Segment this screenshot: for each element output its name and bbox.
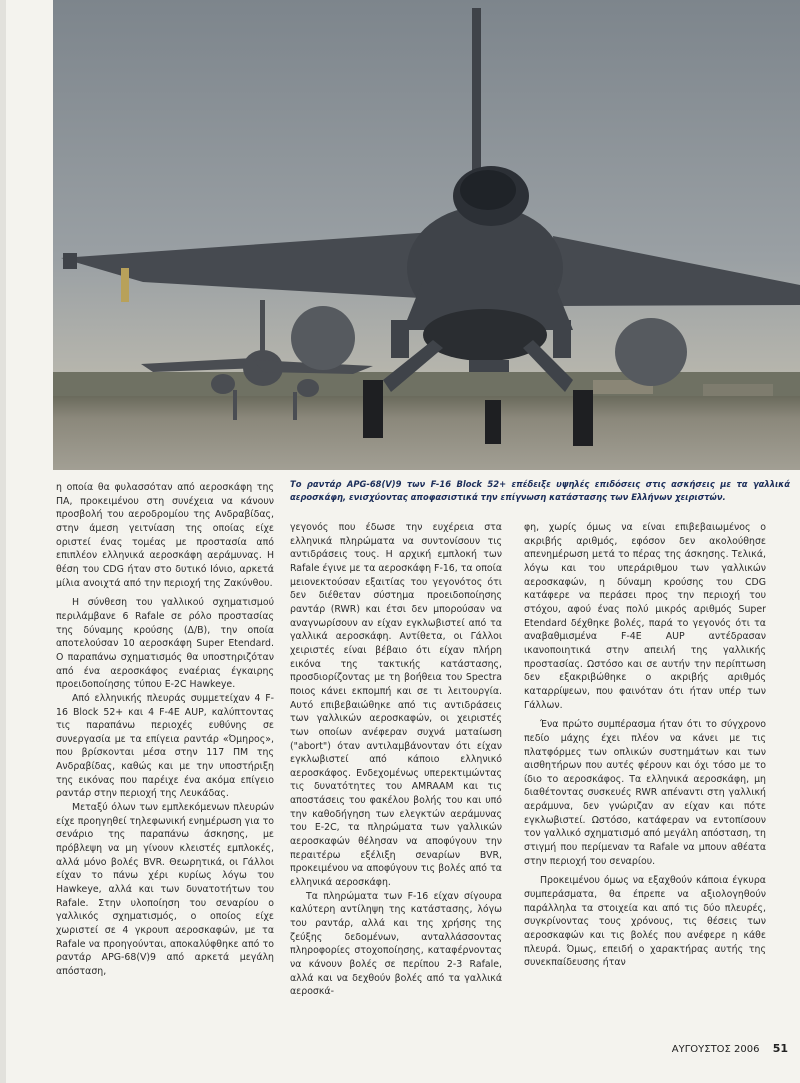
text-column-2 bbox=[290, 521, 502, 999]
paragraph: Από ελληνικής πλευράς συμμετείχαν 4 F-16 Block 52+ και 4 F-4E AUP, καλύπτοντας τις παραπάνω περιοχές ευθύνης σε συνεργασία με τα επίγεια ραντάρ «Όμηρος», που βρίσκονται μέσα στην 117 ΠΜ της Ανδραβίδας, καθώς και με την υποστήριξη της εικόνας που παρέιχε ένα ακόμα επίγειο ραντάρ στην περιοχή της Λευκάδας. bbox=[56, 692, 274, 800]
photo-caption: Το ραντάρ APG-68(V)9 των F-16 Block 52+ επέδειξε υψηλές επιδόσεις στις ασκήσεις με τα γαλλικά αεροσκάφη, ενισχύοντας αποφασιστικά την επίγνωση κατάστασης των Ελλήνων χειριστών. bbox=[290, 479, 790, 502]
paragraph: η οποία θα φυλασσόταν από αεροσκάφη της ΠΑ, προκειμένου στη συνέχεια να κάνουν προσβολή του αεροδρομίου της Ανδραβίδας, στην άμεση γειτνίαση της οποίας είχε οριστεί ένας τομέας με προστασία από επιπλέον ελληνικά αεροσκάφη αεράμυνας. Η θέση του CDG ήταν στο δυτικό Ιόνιο, αρκετά μίλια ανοιχτά από την περιοχή της Ζακύνθου. bbox=[56, 482, 274, 589]
page-footer bbox=[618, 1042, 788, 1055]
paragraph: Η σύνθεση του γαλλικού σχηματισμού περιλάμβανε 6 Rafale σε ρόλο προστασίας της δύναμης κρούσης (Δ/Β), την οποία αποτελούσαν 10 αεροσκάφη Super Etendard. Ο παραπάνω σχηματισμός θα υποστηριζόταν από ένα αεροσκάφος εναέριας έγκαιρης προειδοποίησης τύπου E-2C Hawkeye. bbox=[56, 597, 274, 691]
paragraph: Προκειμένου όμως να εξαχθούν κάποια έγκυρα συμπεράσματα, θα έπρεπε να αξιολογηθούν παράλληλα τα στοιχεία και από τις δύο πλευρές, συγκρίνοντας τους χρόνους, τις θέσεις των αεροσκαφών και τις βολές που ανέφερε η κάθε πλευρά. Όμως, επειδή ο χαρακτήρας αυτής της συνεκπαίδευσης ήταν bbox=[524, 875, 766, 969]
paragraph: Τα πληρώματα των F-16 είχαν σίγουρα καλύτερη αντίληψη της κατάστασης, λόγω του ραντάρ, αλλά και της χρήσης της ζεύξης δεδομένων, ανταλλάσσοντας πληροφορίες στοχοποίησης, καταφέρνοντας να κάνουν βολές σε περίπου 2-3 Rafale, αλλά και να δεχθούν βολές από τα γαλλικά αεροσκά- bbox=[290, 890, 502, 998]
issue-date: ΑΥΓΟΥΣΤΟΣ 2006 bbox=[671, 1044, 760, 1055]
paragraph: Ένα πρώτο συμπέρασμα ήταν ότι το σύγχρονο πεδίο μάχης έχει πλέον να κάνει με τις πλατφόρμες των οπλικών συστημάτων και των αισθητήρων που αυτές φέρουν και όχι τόσο με το ίδιο το αεροσκάφος. Τα ελληνικά αεροσκάφη, μη διαθέτοντας συσκευές RWR απέναντι στη γαλλική αεράμυνα, δεν γνώριζαν αν είχαν και πότε εγκλωβιστεί. Ωστόσο, κατάφεραν να εντοπίσουν τον γαλλικό σχηματισμό από μεγάλη απόσταση, τη στιγμή που περίμεναν τα Rafale να μπουν αθέατα στην περιοχή του σεναρίου. bbox=[524, 719, 766, 867]
paragraph: Μεταξύ όλων των εμπλεκόμενων πλευρών είχε προηγηθεί τηλεφωνική ενημέρωση για το σενάριο της παραπάνω άσκησης, με πρόβλεψη να μη γίνουν κλειστές εμπλοκές, αλλά μόνο βολές BVR. Θεωρητικά, οι Γάλλοι είχαν το πάνω χέρι κυρίως λόγω του Hawkeye, αλλά και των δυνατοτήτων του Rafale. Στην υλοποίηση του σεναρίου ο γαλλικός σχηματισμός, ο οποίος είχε χωριστεί σε 4 γκρουπ αεροσκαφών, με τα Rafale να προηγούνται, αποκαλύφθηκε από το ραντάρ APG-68(V)9 από αρκετά μεγάλη απόσταση, bbox=[56, 802, 274, 977]
page-edge bbox=[0, 0, 6, 1083]
text-column-3 bbox=[524, 521, 766, 970]
paragraph: φη, χωρίς όμως να είναι επιβεβαιωμένος ο ακριβής αριθμός, εφόσον δεν ακολούθησε απενημέρωση μετά το πέρας της άσκησης. Τελικά, λόγω και του υπεράριθμου των γαλλικών αεροσκαφών, η δύναμη κρούσης του CDG κατάφερε να περάσει προς την περιοχή του στόχου, αφού ένας πολύ μικρός αριθμός Super Etendard δέχθηκε βολές, παρά το γεγονός ότι τα αναβαθμισμένα F-4E AUP αντέδρασαν ικανοποιητικά στην απειλή της γαλλικής προστασίας. Ωστόσο και σε αυτήν την περίπτωση δεν εξακριβώθηκε ο ακριβής αριθμός καταρρίψεων, που φαινόταν ότι ήταν υπέρ των Γάλλων. bbox=[524, 522, 766, 711]
paragraph: γεγονός που έδωσε την ευχέρεια στα ελληνικά πληρώματα να συντονίσουν τις αντιδράσεις τους. Η αρχική εμπλοκή των Rafale έγινε με τα αεροσκάφη F-16, τα οποία μειονεκτούσαν εξαιτίας του γεγονότος ότι δεν διέθεταν σύστημα προειδοποίησης ραντάρ (RWR) και έτσι δεν μπορούσαν να αναγνωρίσουν αν είχαν εγκλωβιστεί από τα γαλλικά αεροσκάφη. Αντίθετα, οι Γάλλοι χειριστές είναι βέβαιο ότι είχαν πλήρη εικόνα της τακτικής κατάστασης, προσδιορίζοντας με τη βοήθεια του Spectra ποιος κάνει εκπομπή και σε τι λειτουργία. Αυτό επιβεβαιώθηκε από τις αντιδράσεις των γαλλικών αεροσκαφών, οι χειριστές των οποίων ανέφεραν συχνά ματαίωση ("abort") όταν αντιλαμβάνονταν ότι είχαν εγκλωβιστεί από κάποιο ελληνικό αεροσκάφος. Ενδεχομένως υπερεκτιμώντας τις δυνατότητες του AMRAAM και τις αποστάσεις του φακέλου βολής του και υπό την καθοδήγηση των ελεγκτών αεράμυνας του E-2C, τα πληρώματα των γαλλικών αεροσκαφών θέλησαν να αποφύγουν την περαιτέρω εξέλιξη σεναρίων BVR, προκειμένου να αποφύγουν τις βολές από τα ελληνικά αεροσκάφη. bbox=[290, 522, 502, 889]
text-column-1 bbox=[56, 481, 274, 979]
page-number: 51 bbox=[772, 1042, 788, 1055]
f16-photo bbox=[53, 0, 800, 470]
